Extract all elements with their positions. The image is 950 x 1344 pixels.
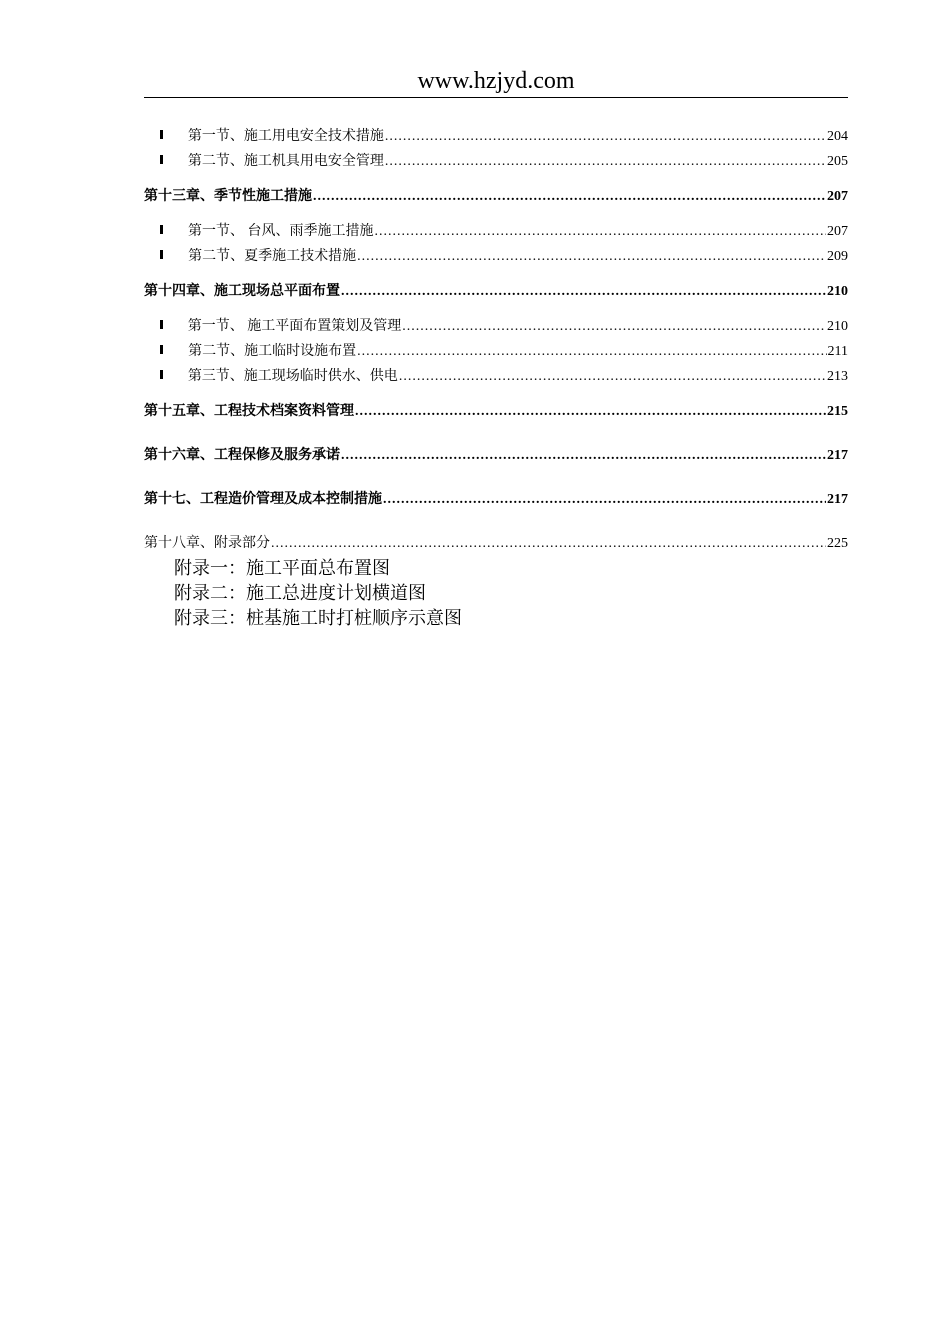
dot-leader <box>383 487 826 512</box>
appendix-item: 附录一：施工平面总布置图 <box>174 558 390 578</box>
toc-section-entry[interactable] <box>144 339 848 364</box>
square-bullet-icon <box>160 250 163 259</box>
toc-entry-page: 210 <box>827 319 848 334</box>
header-url: www.hzjyd.com <box>417 68 575 94</box>
dot-leader <box>341 279 826 304</box>
appendix-item: 附录二：施工总进度计划横道图 <box>174 583 426 603</box>
table-of-contents <box>144 124 848 631</box>
dot-leader <box>271 531 826 556</box>
page-header <box>144 66 848 96</box>
square-bullet-icon <box>160 345 163 354</box>
toc-section-entry[interactable] <box>144 364 848 389</box>
toc-chapter-entry[interactable] <box>144 487 848 512</box>
dot-leader <box>374 219 826 244</box>
toc-entry-label: 第一节、 台风、雨季施工措施 <box>187 224 374 239</box>
toc-chapter-entry[interactable] <box>144 279 848 304</box>
toc-chapter-entry[interactable] <box>144 184 848 209</box>
square-bullet-icon <box>160 320 163 329</box>
toc-entry-page: 209 <box>827 249 848 264</box>
toc-entry-label: 第三节、施工现场临时供水、供电 <box>187 369 398 384</box>
toc-entry-page: 217 <box>827 492 848 507</box>
dot-leader <box>357 244 826 269</box>
toc-entry-label: 第一节、 施工平面布置策划及管理 <box>187 319 402 334</box>
toc-entry-label: 第十三章、季节性施工措施 <box>144 189 312 204</box>
toc-entry-page: 211 <box>827 344 848 359</box>
toc-entry-label: 第一节、施工用电安全技术措施 <box>187 129 384 144</box>
toc-entry-page: 213 <box>827 369 848 384</box>
toc-section-entry[interactable] <box>144 124 848 149</box>
dot-leader <box>402 314 826 339</box>
header-rule <box>144 97 848 98</box>
toc-entry-page: 207 <box>827 224 848 239</box>
toc-section-entry[interactable] <box>144 149 848 174</box>
toc-entry-page: 215 <box>827 404 848 419</box>
toc-entry-page: 225 <box>827 536 848 551</box>
toc-entry-label: 第二节、施工机具用电安全管理 <box>187 154 384 169</box>
toc-entry-page: 210 <box>827 284 848 299</box>
toc-chapter-entry[interactable] <box>144 531 848 556</box>
toc-chapter-entry[interactable] <box>144 399 848 424</box>
toc-entry-label: 第十五章、工程技术档案资料管理 <box>144 404 354 419</box>
appendix-item: 附录三：桩基施工时打桩顺序示意图 <box>174 608 462 628</box>
toc-entry-page: 204 <box>827 129 848 144</box>
square-bullet-icon <box>160 130 163 139</box>
square-bullet-icon <box>160 225 163 234</box>
square-bullet-icon <box>160 155 163 164</box>
toc-entry-label: 第十八章、附录部分 <box>144 536 270 551</box>
toc-entry-label: 第十六章、工程保修及服务承诺 <box>144 448 340 463</box>
dot-leader <box>385 149 826 174</box>
dot-leader <box>399 364 826 389</box>
dot-leader <box>313 184 826 209</box>
toc-section-entry[interactable] <box>144 244 848 269</box>
dot-leader <box>341 443 826 468</box>
toc-entry-page: 217 <box>827 448 848 463</box>
toc-entry-page: 207 <box>827 189 848 204</box>
toc-entry-label: 第十四章、施工现场总平面布置 <box>144 284 340 299</box>
toc-entry-label: 第二节、夏季施工技术措施 <box>188 249 357 264</box>
dot-leader <box>385 124 826 149</box>
toc-chapter-entry[interactable] <box>144 443 848 468</box>
toc-section-entry[interactable] <box>144 219 848 244</box>
toc-entry-label: 第二节、施工临时设施布置 <box>188 344 357 359</box>
dot-leader <box>355 399 826 424</box>
square-bullet-icon <box>160 370 163 379</box>
toc-entry-label: 第十七、工程造价管理及成本控制措施 <box>144 492 382 507</box>
toc-section-entry[interactable] <box>144 314 848 339</box>
toc-entry-page: 205 <box>827 154 848 169</box>
dot-leader <box>357 339 826 364</box>
